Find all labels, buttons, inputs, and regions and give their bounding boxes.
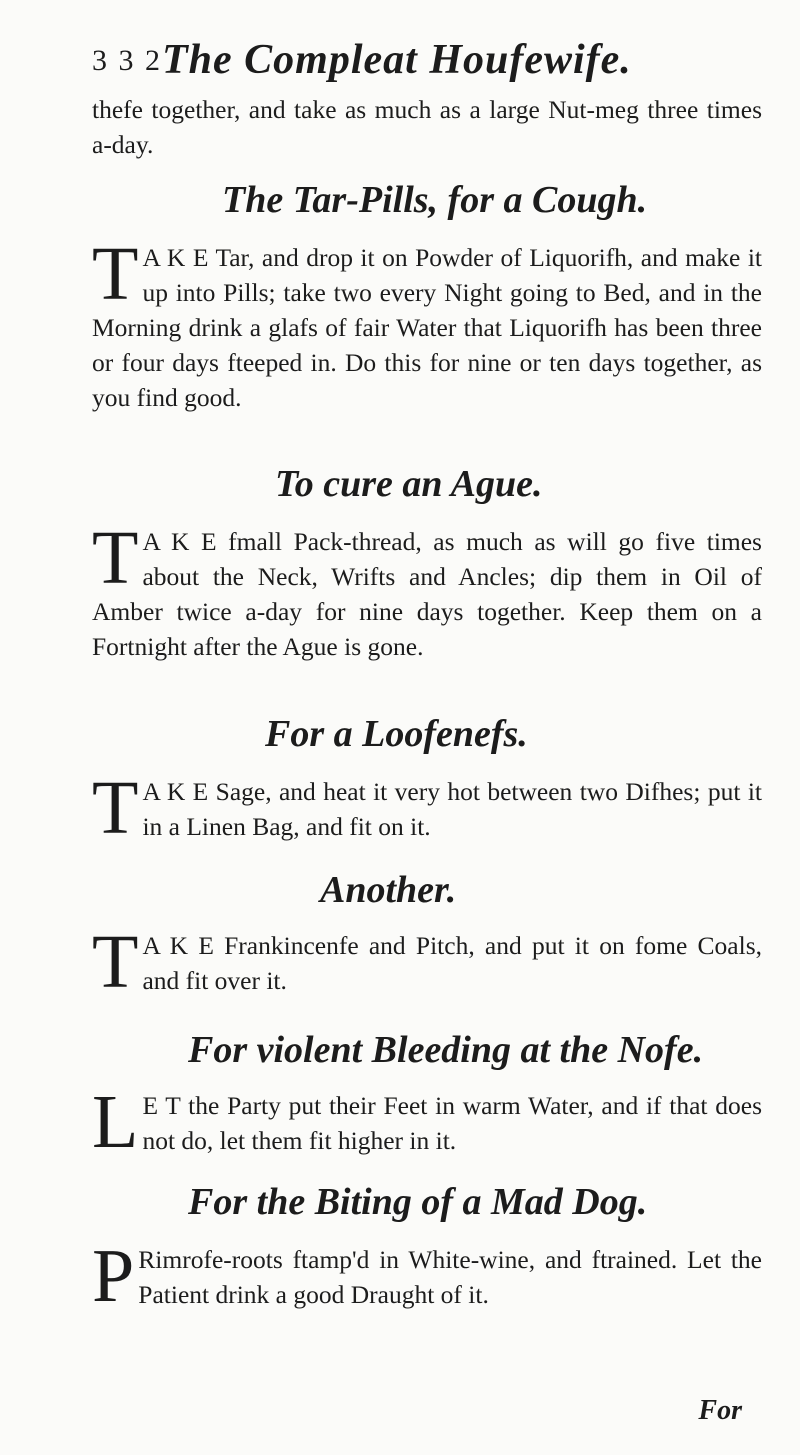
recipe-mad-dog <box>92 1234 762 1318</box>
dropcap: P <box>92 1234 135 1318</box>
recipe-body: A K E Sage, and heat it very hot between two Difhes; put it in a Linen Bag, and fit on it. <box>142 777 762 841</box>
recipe-body: A K E Frankincenfe and Pitch, and put it on fome Coals, and fit over it. <box>142 931 762 995</box>
running-title: The Compleat Houfewife. <box>162 37 632 83</box>
opening-text: thefe together, and take as much as a large Nut-meg three times a-day. <box>92 95 762 159</box>
recipe-body: A K E Tar, and drop it on Powder of Liquorifh, and make it up into Pills; take two every Night going to Bed, and in the Morning drink a glafs of fair Water that Liquorifh has been three or four days fteeped in. Do this for nine or ten days together, as you find good. <box>92 243 762 412</box>
recipe-another <box>92 920 762 1004</box>
dropcap: T <box>92 516 139 600</box>
dropcap: T <box>92 766 139 850</box>
recipe-body: Rimrofe-roots ftamp'd in White-wine, and ftrained. Let the Patient drink a good Draught of it. <box>138 1245 762 1309</box>
heading-loosenes: For a Loofenefs. <box>265 713 528 755</box>
heading-ague: To cure an Ague. <box>275 463 543 505</box>
page-header <box>92 30 752 90</box>
dropcap: L <box>92 1080 139 1164</box>
heading-mad-dog: For the Biting of a Mad Dog. <box>188 1181 648 1223</box>
dropcap: T <box>92 920 139 1004</box>
recipe-ague <box>92 516 762 664</box>
heading-tar-pills: The Tar-Pills, for a Cough. <box>222 179 648 221</box>
heading-bleeding: For violent Bleeding at the Nofe. <box>188 1029 704 1071</box>
page-number: 3 3 2 <box>92 44 162 77</box>
recipe-body: E T the Party put their Feet in warm Water, and if that does not do, let them fit higher in it. <box>142 1091 762 1155</box>
recipe-tar-pills <box>92 232 762 415</box>
recipe-bleeding <box>92 1080 762 1164</box>
recipe-body: A K E fmall Pack-thread, as much as will go five times about the Neck, Wrifts and Ancles; dip them in Oil of Amber twice a-day for nine days together. Keep them on a Fortnight after the Ague is gone. <box>92 527 762 661</box>
dropcap: T <box>92 232 139 316</box>
recipe-loosenes <box>92 766 762 850</box>
heading-another: Another. <box>320 869 457 911</box>
catchword: For <box>698 1395 742 1426</box>
